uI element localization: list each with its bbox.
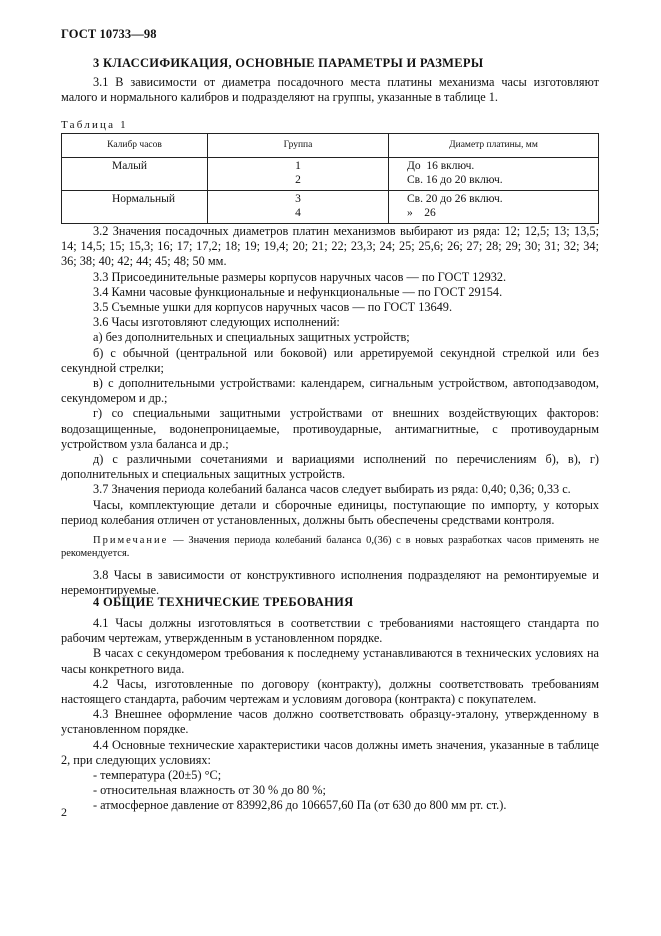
cell-diameter: Св. 20 до 26 включ. — [407, 193, 503, 205]
cell-group: 4 — [295, 206, 301, 219]
table-header-row — [62, 134, 599, 158]
cell-caliber: Нормальный — [112, 193, 176, 205]
paragraph-4-1-stopwatch: В часах с секундомером требования к последнему устанавливаются в технических условиях на часы конкретного вида. — [61, 646, 599, 676]
condition-pressure: - атмосферное давление от 83992,86 до 106657,60 Па (от 630 до 800 мм рт. ст.). — [93, 798, 507, 813]
clause-3-1 — [61, 75, 599, 105]
col-header-caliber: Калибр часов — [62, 134, 208, 158]
list-item-b: б) с обычной (центральной или боковой) или арретируемой секундной стрелкой или без секундной стрелки; — [61, 345, 599, 375]
paragraph-3-3: 3.3 Присоединительные размеры корпусов наручных часов — по ГОСТ 12932. — [93, 269, 507, 284]
paragraph-3-1: 3.1 В зависимости от диаметра посадочного места платины механизма часы изготовляют малого и нормального калибров и подразделяют на группы, указанные в таблице 1. — [61, 75, 599, 105]
col-header-group: Группа — [208, 134, 389, 158]
cell-caliber: Малый — [112, 160, 148, 172]
paragraph-3-7: 3.7 Значения периода колебаний баланса часов следует выбирать из ряда: 0,40; 0,36; 0,33 с. — [93, 482, 571, 497]
note-text: — Значения периода колебаний баланса 0,(36) с в новых разработках часов применять не рекомендуется. — [61, 535, 599, 560]
paragraph-3-6: 3.6 Часы изготовляют следующих исполнений: — [93, 315, 340, 330]
table-1-caption: Таблица 1 — [61, 119, 128, 131]
clauses-3-2-to-3-8 — [61, 224, 599, 598]
col-header-diameter: Диаметр платины, мм — [389, 134, 599, 158]
paragraph-3-2: 3.2 Значения посадочных диаметров платин механизмов выбирают из ряда: 12; 12,5; 13; 13,5; 14; 14,5; 15; 15,3; 16; 17; 17,2; 18; 19; 19,4; 20; 21; 22; 23,3; 24; 25; 25,6; 26; 27; 28; 29; 30; 31; 32; 34; 36; 38; 40; 42; 44; 45; 48; 50 мм. — [61, 224, 599, 269]
section-4-title: 4 ОБЩИЕ ТЕХНИЧЕСКИЕ ТРЕБОВАНИЯ — [93, 595, 354, 609]
cell-group: 3 — [295, 193, 301, 205]
cell-diameter: » 26 — [407, 206, 436, 219]
cell-group: 1 — [295, 160, 301, 172]
note — [61, 534, 599, 560]
paragraph-3-7-import: Часы, комплектующие детали и сборочные единицы, поступающие по импорту, у которых период колебания отличен от установленных, должны быть обеспечены средствами контроля. — [61, 497, 599, 527]
list-item-c: в) с дополнительными устройствами: календарем, сигнальным устройством, автоподзаводом, секундомером и др.; — [61, 376, 599, 406]
list-item-a: а) без дополнительных и специальных защитных устройств; — [93, 330, 410, 345]
condition-temperature: - температура (20±5) °С; — [93, 768, 222, 783]
paragraph-4-3: 4.3 Внешнее оформление часов должно соответствовать образцу-эталону, утвержденному в установленном порядке. — [61, 707, 599, 737]
list-item-d: г) со специальными защитными устройствами от внешних воздействующих факторов: водозащищенные, водонепроницаемые, противоударные, антимагнитные, с противоударным устройством узла баланса и др.; — [61, 406, 599, 451]
table-row — [62, 191, 599, 224]
section-3-title: 3 КЛАССИФИКАЦИЯ, ОСНОВНЫЕ ПАРАМЕТРЫ И РАЗМЕРЫ — [93, 56, 484, 70]
note-label: Примечание — [93, 535, 169, 547]
document-header: ГОСТ 10733—98 — [61, 27, 157, 41]
paragraph-4-2: 4.2 Часы, изготовленные по договору (контракту), должны соответствовать требованиям настоящего стандарта, рабочим чертежам и условиям договора (контракта) с покупателем. — [61, 676, 599, 707]
table-row — [62, 158, 599, 191]
clauses-4-1-to-4-4 — [61, 616, 599, 814]
table-1 — [61, 133, 599, 224]
cell-group: 2 — [295, 173, 301, 186]
cell-diameter: До 16 включ. — [407, 160, 475, 172]
condition-humidity: - относительная влажность от 30 % до 80 %; — [93, 783, 326, 798]
list-item-e: д) с различными сочетаниями и вариациями исполнений по перечислениям б), в), г) дополнительных и специальных защитных устройств. — [61, 452, 599, 482]
paragraph-4-4: 4.4 Основные технические характеристики часов должны иметь значения, указанные в таблице 2, при следующих условиях: — [61, 737, 599, 767]
page-number: 2 — [61, 805, 67, 819]
paragraph-3-8: 3.8 Часы в зависимости от конструктивного исполнения подразделяют на ремонтируемые и неремонтируемые. — [61, 568, 599, 598]
paragraph-4-1: 4.1 Часы должны изготовляться в соответствии с требованиями настоящего стандарта по рабочим чертежам, утвержденным в установленном порядке. — [61, 616, 599, 646]
paragraph-3-4: 3.4 Камни часовые функциональные и нефункциональные — по ГОСТ 29154. — [93, 284, 503, 299]
paragraph-3-5: 3.5 Съемные ушки для корпусов наручных часов — по ГОСТ 13649. — [93, 300, 453, 315]
cell-diameter: Св. 16 до 20 включ. — [407, 173, 503, 186]
